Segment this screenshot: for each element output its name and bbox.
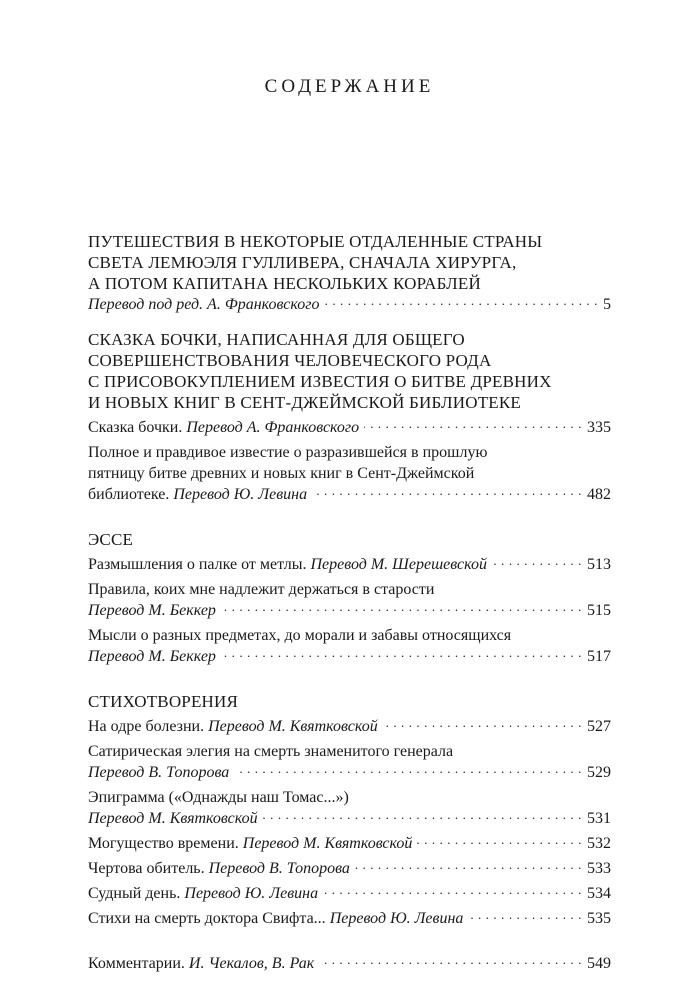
- translator-credit: Перевод М. Квятковской: [208, 718, 378, 735]
- section-heading-line: С ПРИСОВОКУПЛЕНИЕМ ИЗВЕСТИЯ О БИТВЕ ДРЕВНИХ: [88, 372, 552, 391]
- page-number: 532: [587, 835, 611, 852]
- translator-credit: Перевод В. Топорова: [88, 764, 230, 781]
- page-number: 531: [587, 810, 611, 827]
- section-heading: СТИХОТВОРЕНИЯ: [88, 692, 239, 711]
- entry-title-line: [88, 883, 318, 904]
- dot-leader: [364, 418, 582, 432]
- toc-entry[interactable]: [88, 833, 611, 854]
- dot-leader: [324, 295, 598, 309]
- entry-title: Сказка бочки.: [88, 419, 183, 436]
- entry-title: Судный день.: [88, 885, 181, 902]
- toc-section-poems: [88, 691, 611, 929]
- page-number: 513: [587, 556, 611, 573]
- dot-leader: [468, 909, 582, 923]
- dot-leader: [355, 859, 582, 873]
- toc-section-tub: [88, 329, 611, 505]
- translator-credit: Перевод М. Беккер: [88, 602, 216, 619]
- dot-leader: [492, 555, 582, 569]
- toc-entry[interactable]: [88, 908, 611, 929]
- page-number: 515: [587, 602, 611, 619]
- page-number: 534: [587, 885, 611, 902]
- entry-title: Комментарии.: [88, 955, 185, 972]
- entry-title-line: [88, 833, 412, 854]
- page-number: 527: [587, 718, 611, 735]
- page-number: 533: [587, 860, 611, 877]
- entry-title-line: [88, 953, 314, 974]
- page-number: 549: [587, 955, 611, 972]
- entry-title: Эпиграмма («Однажды наш Томас...»): [88, 789, 349, 806]
- section-heading-line: А ПОТОМ КАПИТАНА НЕСКОЛЬКИХ КОРАБЛЕЙ: [88, 274, 481, 293]
- translator-credit: Перевод Ю. Левина: [184, 885, 319, 902]
- toc-entry[interactable]: [88, 716, 611, 737]
- page-number: 335: [587, 419, 611, 436]
- entry-text-line: Полное и правдивое известие о разразившейся в прошлую: [88, 444, 488, 461]
- toc-entry[interactable]: [88, 808, 611, 829]
- dot-leader: [383, 717, 582, 731]
- translator-credit: Перевод М. Шерешевской: [310, 556, 487, 573]
- translator-credit: Перевод М. Квятковской: [242, 835, 413, 852]
- section-heading-line: СОВЕРШЕНСТВОВАНИЯ ЧЕЛОВЕЧЕСКОГО РОДА: [88, 351, 492, 370]
- translator-credit: Перевод М. Беккер: [88, 648, 216, 665]
- entry-title-line: [88, 417, 359, 438]
- dot-leader: [319, 954, 582, 968]
- entry-title: Мысли о разных предметах, до морали и забавы относящихся: [88, 627, 512, 644]
- entry-title: Могущество времени.: [88, 835, 239, 852]
- dot-leader: [221, 601, 582, 615]
- entry-title: библиотеке.: [88, 486, 170, 503]
- toc-section-essays: [88, 529, 611, 667]
- page-number: 529: [587, 764, 611, 781]
- toc-entry[interactable]: [88, 646, 611, 667]
- dot-leader: [221, 647, 582, 661]
- toc-entry[interactable]: [88, 762, 611, 783]
- entry-title-line: [88, 554, 487, 575]
- section-heading-line: И НОВЫХ КНИГ В СЕНТ-ДЖЕЙМСКОЙ БИБЛИОТЕКЕ: [88, 393, 521, 412]
- dot-leader: [323, 884, 582, 898]
- toc-entry[interactable]: [88, 554, 611, 575]
- page-number: 517: [587, 648, 611, 665]
- entry-title: Стихи на смерть доктора Свифта...: [88, 910, 326, 927]
- page-number: 5: [603, 296, 611, 313]
- page-number: 535: [587, 910, 611, 927]
- toc-section-gulliver: [88, 231, 611, 315]
- section-heading: ЭССЕ: [88, 530, 134, 549]
- translator-credit: Перевод Ю. Левина: [329, 910, 464, 927]
- translator-credit: Перевод Ю. Левина: [173, 486, 308, 503]
- entry-title: Сатирическая элегия на смерть знаменитого генерала: [88, 743, 454, 760]
- translator-credit: Перевод В. Топорова: [208, 860, 350, 877]
- page-title: СОДЕРЖАНИЕ: [264, 76, 435, 97]
- entry-title: На одре болезни.: [88, 718, 205, 735]
- dot-leader: [263, 809, 582, 823]
- translator-credit: Перевод М. Квятковской: [88, 810, 258, 827]
- section-heading-line: СКАЗКА БОЧКИ, НАПИСАННАЯ ДЛЯ ОБЩЕГО: [88, 330, 465, 349]
- entry-text-line: пятницу битве древних и новых книг в Сент-Джеймской: [88, 465, 475, 482]
- toc-entry[interactable]: [88, 883, 611, 904]
- section-heading-line: ПУТЕШЕСТВИЯ В НЕКОТОРЫЕ ОТДАЛЕННЫЕ СТРАНЫ: [88, 232, 543, 251]
- section-heading-line: СВЕТА ЛЕМЮЭЛЯ ГУЛЛИВЕРА, СНАЧАЛА ХИРУРГА,: [88, 253, 517, 272]
- dot-leader: [417, 834, 582, 848]
- entry-title-line: [88, 716, 378, 737]
- toc-entry[interactable]: [88, 294, 611, 315]
- commentary-authors: И. Чекалов, В. Рак: [188, 955, 315, 972]
- translator-credit: Перевод под ред. А. Франковского: [88, 296, 320, 313]
- entry-title: Правила, коих мне надлежит держаться в старости: [88, 581, 435, 598]
- dot-leader: [234, 763, 582, 777]
- dot-leader: [312, 485, 582, 499]
- toc-entry[interactable]: [88, 600, 611, 621]
- entry-title-line: [88, 908, 463, 929]
- entry-title-line: [88, 858, 350, 879]
- toc-entry[interactable]: [88, 484, 611, 505]
- entry-title: Чертова обитель.: [88, 860, 205, 877]
- entry-title: Размышления о палке от метлы.: [88, 556, 307, 573]
- table-of-contents: [88, 231, 611, 974]
- entry-title-line: [88, 484, 307, 505]
- translator-credit: Перевод А. Франковского: [186, 419, 360, 436]
- toc-entry-commentary[interactable]: [88, 953, 611, 974]
- toc-entry[interactable]: [88, 858, 611, 879]
- page-number: 482: [587, 486, 611, 503]
- toc-entry[interactable]: [88, 417, 611, 438]
